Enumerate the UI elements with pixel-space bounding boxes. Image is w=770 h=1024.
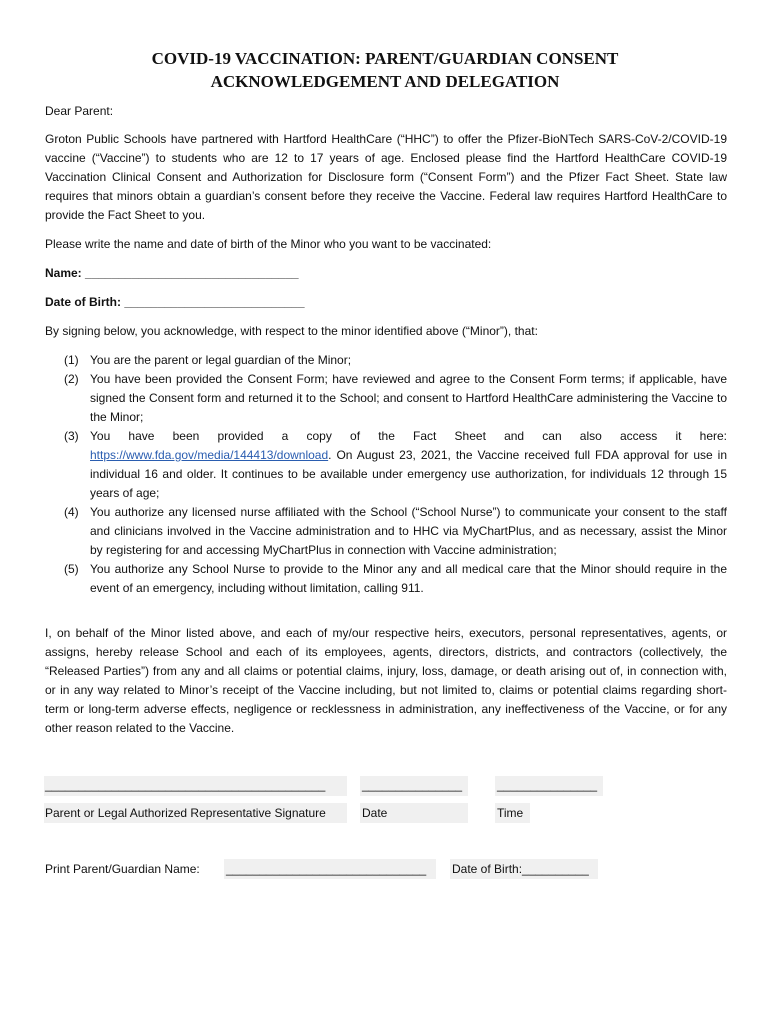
list-item-text: You authorize any School Nurse to provide to the Minor any and all medical care that the Minor should require in the event of an emergency, including without limitation, calling 911. — [90, 562, 727, 595]
signature-label: Parent or Legal Authorized Representative Signature — [45, 806, 326, 820]
document-title-line-1: COVID-19 VACCINATION: PARENT/GUARDIAN CONSENT — [151, 49, 619, 68]
acknowledgement-list — [64, 351, 727, 598]
greeting: Dear Parent: — [45, 104, 114, 118]
list-item — [64, 351, 727, 370]
list-item-number: (5) — [64, 562, 79, 576]
list-item-text: You are the parent or legal guardian of the Minor; — [90, 353, 352, 367]
fda-fact-sheet-link[interactable]: https://www.fda.gov/media/144413/download — [90, 448, 329, 462]
list-item-text-after-link: . On August 23, 2021, the Vaccine received full FDA approval for use in individual 16 and older. It continues to be available under emergency use authorization, for individuals 12 through 15 years of age; — [90, 448, 727, 500]
intro-paragraph: Groton Public Schools have partnered with Hartford HealthCare (“HHC”) to offer the Pfizer-BioNTech SARS-CoV-2/COVID-19 vaccine (“Vaccine”) to students who are 12 to 17 years of age. Enclosed please find the Hartford HealthCare COVID-19 Vaccination Clinical Consent and Authorization for Disclosure form (“Consent Form”) and the Pfizer Fact Sheet. State law requires that minors obtain a guardian’s consent before they receive the Vaccine. Federal law requires Hartford HealthCare to provide the Fact Sheet to you. — [45, 132, 727, 222]
date-label: Date — [362, 806, 388, 820]
list-item-number: (1) — [64, 353, 79, 367]
print-name-label: Print Parent/Guardian Name: — [45, 862, 200, 876]
signature-line[interactable]: __________________________________________ — [45, 778, 326, 792]
print-name-line[interactable]: ______________________________ — [226, 862, 427, 876]
list-item — [64, 560, 727, 598]
instruction-text: Please write the name and date of birth of the Minor who you want to be vaccinated: — [45, 237, 492, 251]
list-item-text: You authorize any licensed nurse affiliated with the School (“School Nurse”) to communicate your consent to the staff and clinicians involved in the Vaccine administration and to HHC via MyChartPlus, and as necessary, assist the Minor by registering for and accessing MyChartPlus in connection with Vaccine administration; — [90, 505, 727, 557]
list-item — [64, 503, 727, 560]
document-title-line-2: ACKNOWLEDGEMENT AND DELEGATION — [210, 72, 560, 91]
signature-time-line[interactable]: _______________ — [497, 778, 598, 792]
guardian-dob-field[interactable]: Date of Birth:__________ — [452, 862, 589, 876]
list-item-number: (4) — [64, 505, 79, 519]
acknowledgement-intro: By signing below, you acknowledge, with respect to the minor identified above (“Minor”), that: — [45, 324, 538, 338]
list-item-text: You have been provided the Consent Form; have reviewed and agree to the Consent Form terms; if applicable, have signed the Consent form and returned it to the School; and consent to Hartford HealthCare administering the Vaccine to the Minor; — [90, 372, 727, 424]
list-item — [64, 370, 727, 427]
minor-name-field[interactable]: Name: ________________________________ — [45, 266, 299, 280]
list-item-text-before-link: You have been provided a copy of the Fact Sheet and can also access it here: — [90, 429, 727, 443]
list-item — [64, 427, 727, 503]
list-item-number: (3) — [64, 429, 79, 443]
release-paragraph: I, on behalf of the Minor listed above, and each of my/our respective heirs, executors, personal representatives, agents, or assigns, hereby release School and each of its employees, agents, directors, districts, and contractors (collectively, the “Released Parties”) from any and all claims or potential claims, injury, loss, damage, or death arising out of, in connection with, or in any way related to Minor’s receipt of the Vaccine including, but not limited to, claims or potential claims regarding short-term or long-term adverse effects, negligence or recklessness in administration, any ineffectiveness of the Vaccine, or for any other reason related to the Vaccine. — [45, 626, 727, 735]
minor-dob-field[interactable]: Date of Birth: ___________________________ — [45, 295, 305, 309]
signature-date-line[interactable]: _______________ — [362, 778, 463, 792]
list-item-number: (2) — [64, 372, 79, 386]
time-label: Time — [497, 806, 524, 820]
